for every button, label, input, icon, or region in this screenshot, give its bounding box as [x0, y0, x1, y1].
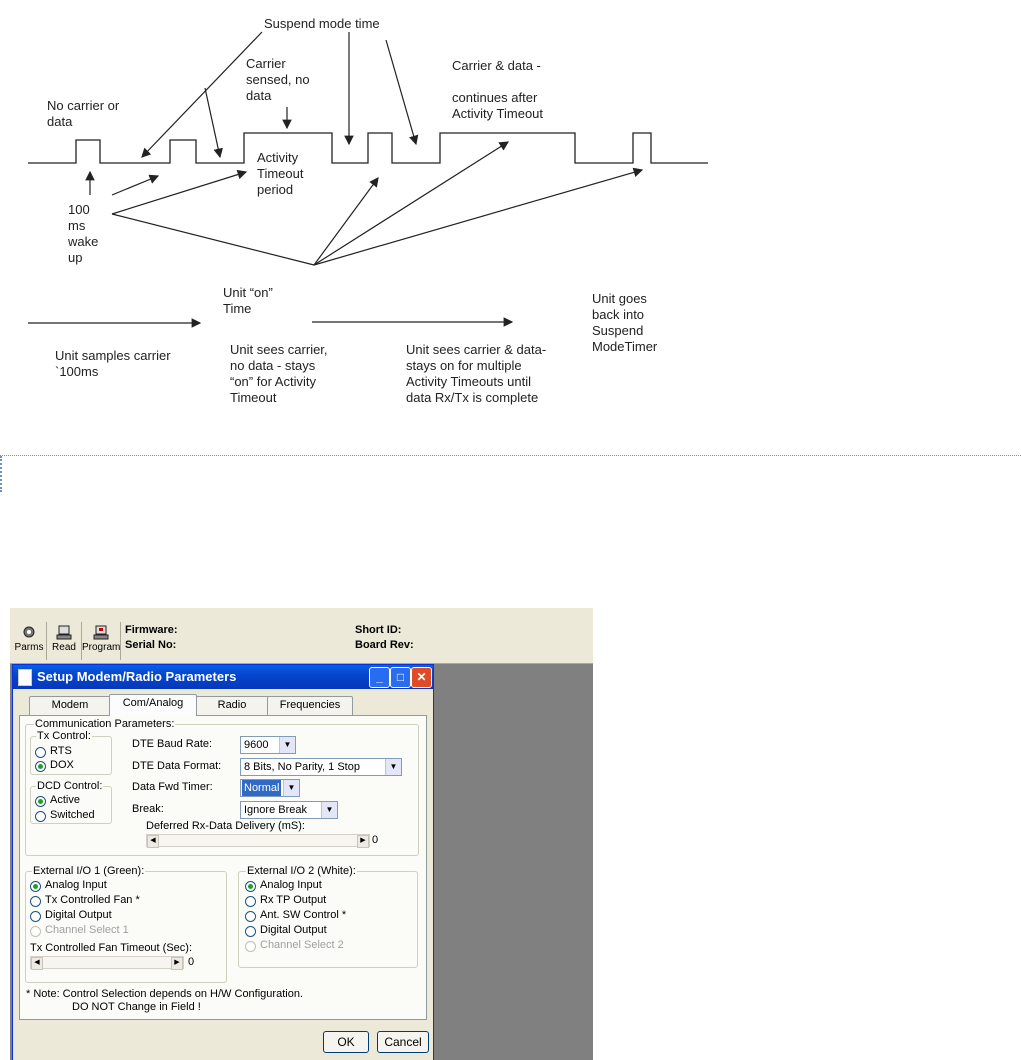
- label-unit-on: Unit “on” Time: [223, 285, 273, 316]
- serial-no-label: Serial No:: [125, 639, 177, 651]
- tab-frequencies[interactable]: Frequencies: [267, 696, 353, 715]
- deferred-scrollbar[interactable]: [146, 834, 370, 847]
- scroll-right-icon[interactable]: ▶: [357, 835, 369, 848]
- label-unit-sees-data: Unit sees carrier & data- stays on for multiple Activity Timeouts until data Rx/Tx is complete: [406, 342, 547, 405]
- program-icon: [93, 624, 109, 640]
- suspend-arrow-4: [386, 40, 416, 144]
- ext2-rx-tp-label: Rx TP Output: [260, 894, 327, 906]
- cancel-button[interactable]: Cancel: [377, 1031, 429, 1053]
- board-rev-label: Board Rev:: [355, 639, 414, 651]
- conv-arrow-3: [314, 170, 642, 265]
- note-line-1: * Note: Control Selection depends on H/W Configuration.: [26, 988, 303, 1000]
- ext1-channel-select-label: Channel Select 1: [45, 924, 129, 936]
- read-icon: [56, 624, 72, 640]
- dialog-title: Setup Modem/Radio Parameters: [37, 669, 237, 684]
- ext-io-2-label: External I/O 2 (White):: [247, 865, 356, 877]
- label-suspend-mode-time: Suspend mode time: [264, 16, 380, 31]
- radio-ext1-tx-fan[interactable]: [30, 896, 41, 907]
- data-format-label: DTE Data Format:: [132, 760, 222, 772]
- dotted-separator-vertical: [0, 456, 2, 492]
- deferred-label: Deferred Rx-Data Delivery (mS):: [146, 820, 305, 832]
- program-button[interactable]: [82, 622, 121, 660]
- app-window: [10, 608, 593, 1060]
- fwd-timer-label: Data Fwd Timer:: [132, 781, 213, 793]
- radio-ext1-digital-output[interactable]: [30, 911, 41, 922]
- setup-dialog: [12, 664, 434, 1060]
- read-label: Read: [52, 642, 76, 653]
- radio-rts[interactable]: [35, 747, 46, 758]
- baud-rate-label: DTE Baud Rate:: [132, 738, 213, 750]
- firmware-label: Firmware:: [125, 624, 178, 636]
- suspend-arrow-2: [205, 88, 220, 157]
- document-icon: [18, 669, 32, 686]
- radio-switched[interactable]: [35, 811, 46, 822]
- break-select[interactable]: [240, 801, 338, 819]
- ext1-tx-fan-label: Tx Controlled Fan *: [45, 894, 140, 906]
- chevron-down-icon: ▼: [385, 759, 401, 775]
- radio-ext1-channel-select: [30, 926, 41, 937]
- tab-radio[interactable]: Radio: [195, 696, 269, 715]
- chevron-down-icon: ▼: [283, 780, 299, 796]
- comm-params-label: Communication Parameters:: [35, 718, 175, 730]
- ext2-digital-output-label: Digital Output: [260, 924, 327, 936]
- rts-label: RTS: [50, 745, 72, 757]
- radio-ext2-ant-sw[interactable]: [245, 911, 256, 922]
- tab-com-analog[interactable]: Com/Analog: [109, 694, 197, 716]
- fan-timeout-value: 0: [188, 956, 195, 968]
- parms-button[interactable]: [12, 622, 47, 660]
- ext-io-1-label: External I/O 1 (Green):: [33, 865, 145, 877]
- label-carrier-data: Carrier & data - continues after Activity Timeout: [452, 58, 544, 121]
- gear-icon: [21, 624, 37, 640]
- active-label: Active: [50, 794, 80, 806]
- dcd-control-label: DCD Control:: [37, 780, 103, 792]
- label-carrier-sensed: Carrier sensed, no data: [246, 56, 310, 103]
- scroll-left-icon[interactable]: ◀: [31, 957, 43, 970]
- scroll-right-icon[interactable]: ▶: [171, 957, 183, 970]
- data-format-select[interactable]: [240, 758, 402, 776]
- timing-diagram: [0, 0, 760, 440]
- conv-arrow-2: [314, 142, 508, 265]
- note-line-2: DO NOT Change in Field !: [72, 1001, 201, 1013]
- switched-label: Switched: [50, 809, 95, 821]
- toolbar: [10, 618, 593, 664]
- baud-rate-select[interactable]: [240, 736, 296, 754]
- ext1-digital-output-label: Digital Output: [45, 909, 112, 921]
- close-icon: ✕: [416, 670, 427, 684]
- radio-ext1-analog-input[interactable]: [30, 881, 41, 892]
- tx-control-label: Tx Control:: [37, 730, 91, 742]
- break-label: Break:: [132, 803, 164, 815]
- wake-arrow-b: [112, 172, 246, 214]
- wake-arrow-a: [112, 176, 158, 195]
- fwd-timer-select[interactable]: [240, 779, 300, 797]
- ext1-analog-input-label: Analog Input: [45, 879, 107, 891]
- dialog-titlebar: [13, 665, 433, 689]
- label-wake-up: 100 ms wake up: [68, 202, 99, 265]
- label-unit-goes-back: Unit goes back into Suspend ModeTimer: [592, 291, 658, 354]
- chevron-down-icon: ▼: [279, 737, 295, 753]
- maximize-icon: □: [396, 670, 405, 684]
- radio-ext2-analog-input[interactable]: [245, 881, 256, 892]
- label-no-carrier: No carrier or data: [47, 98, 120, 129]
- baud-rate-value: 9600: [244, 739, 269, 751]
- radio-active[interactable]: [35, 796, 46, 807]
- data-format-value: 8 Bits, No Parity, 1 Stop: [244, 761, 360, 773]
- read-button[interactable]: [47, 622, 82, 660]
- break-value: Ignore Break: [244, 804, 307, 816]
- radio-ext2-channel-select: [245, 941, 256, 952]
- label-unit-samples: Unit samples carrier `100ms: [55, 348, 171, 379]
- program-label: Program: [82, 642, 121, 653]
- ok-button[interactable]: OK: [323, 1031, 369, 1053]
- dotted-separator: [0, 455, 1021, 456]
- scroll-left-icon[interactable]: ◀: [147, 835, 159, 848]
- chevron-down-icon: ▼: [321, 802, 337, 818]
- fwd-timer-value: Normal: [244, 782, 280, 794]
- com-analog-panel: [19, 715, 427, 1020]
- conv-arrow-1: [314, 178, 378, 265]
- ext2-channel-select-label: Channel Select 2: [260, 939, 344, 951]
- tab-modem[interactable]: Modem: [29, 696, 111, 715]
- parms-label: Parms: [14, 642, 44, 653]
- dox-label: DOX: [50, 759, 74, 771]
- fan-timeout-scrollbar[interactable]: [30, 956, 184, 969]
- short-id-label: Short ID:: [355, 624, 402, 636]
- minimize-button[interactable]: [369, 667, 390, 688]
- label-activity-timeout: Activity Timeout period: [257, 150, 304, 197]
- fan-timeout-label: Tx Controlled Fan Timeout (Sec):: [30, 942, 193, 954]
- waveform-line: [28, 133, 708, 163]
- minimize-icon: _: [376, 670, 383, 684]
- radio-dox[interactable]: [35, 761, 46, 772]
- menu-bar: [10, 608, 593, 618]
- radio-ext2-rx-tp[interactable]: [245, 896, 256, 907]
- maximize-button[interactable]: [390, 667, 411, 688]
- label-unit-sees-carrier: Unit sees carrier, no data - stays “on” for Activity Timeout: [230, 342, 328, 405]
- wake-arrow-c: [112, 214, 314, 265]
- close-button[interactable]: [411, 667, 432, 688]
- deferred-value: 0: [372, 834, 379, 846]
- ext2-analog-input-label: Analog Input: [260, 879, 322, 891]
- ext2-ant-sw-label: Ant. SW Control *: [260, 909, 347, 921]
- radio-ext2-digital-output[interactable]: [245, 926, 256, 937]
